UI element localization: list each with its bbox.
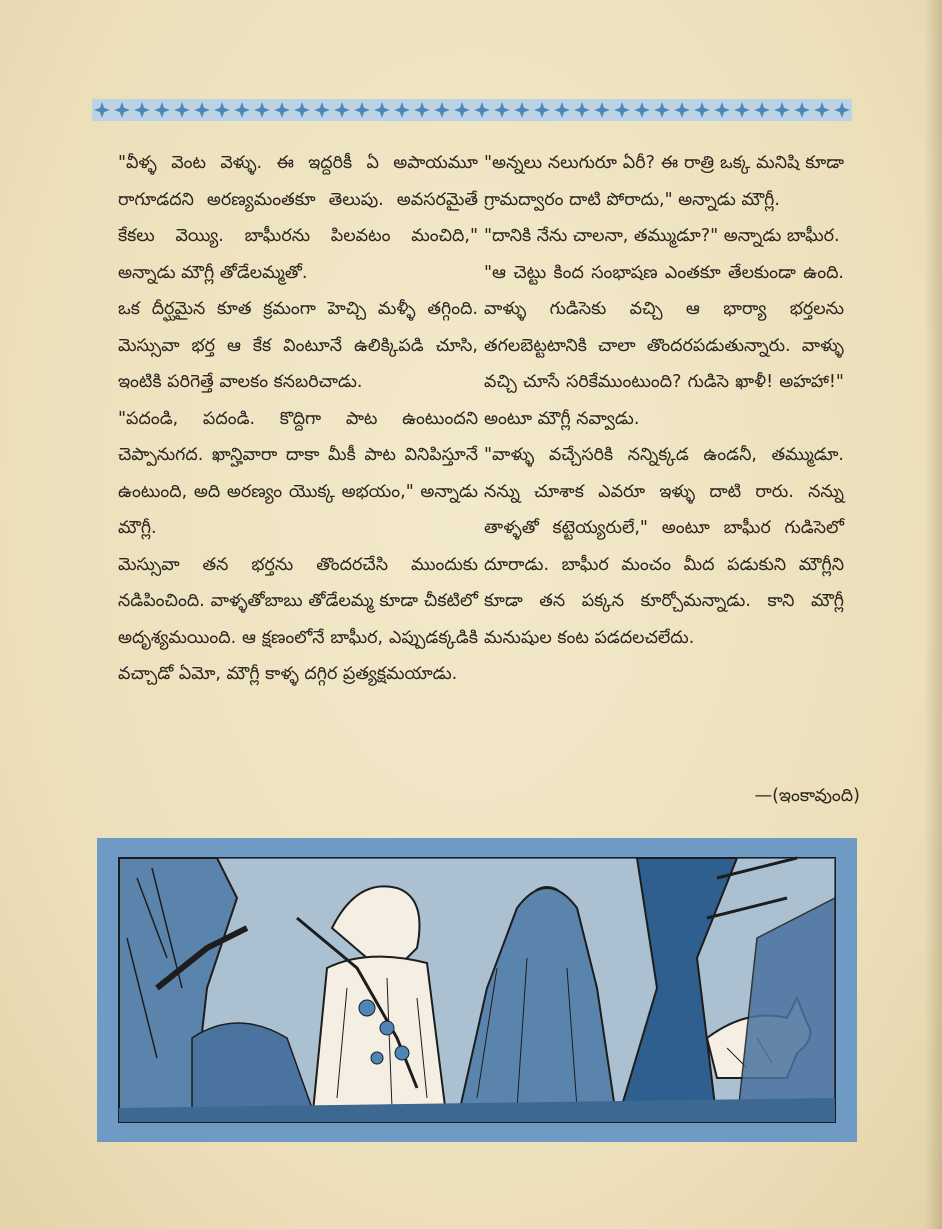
page-edge xyxy=(924,0,942,1229)
paragraph: "పదండి, పదండి. కొద్దిగా పాట ఉంటుందని చెప్పానుగద. ఖాన్హివారా దాకా మీకీ పాట వినిపిస్తూనే ఉంటుంది, అది అరణ్యం యొక్క అభయం," అన్నాడు మౌగ్లీ. xyxy=(118,408,478,538)
forest-scene-illustration xyxy=(97,838,857,1142)
paragraph: "ఆ చెట్టు కింద సంభాషణ ఎంతకూ తేలకుండా ఉంది. వాళ్ళు గుడిసెకు వచ్చి ఆ భార్యా భర్తలను తగలబెట్టటానికి చాలా తొందరపడుతున్నారు. వాళ్ళు వచ్చి చూసే సరికేముంటుంది? గుడిసె ఖాళీ! అహహా!" అంటూ మౌగ్లీ నవ్వాడు. xyxy=(484,262,844,429)
decorative-border xyxy=(92,97,852,123)
paragraph: "వాళ్ళు వచ్చేసరికి నన్నిక్కడ ఉండనీ, తమ్ముడూ. నన్ను చూశాక ఎవరూ ఇళ్ళు దాటి రారు. నన్ను తాళ్ళతో కట్టెయ్యరులే," అంటూ బాఘీర గుడిసెలో దూరాడు. బాఘీర మంచం మీద పడుకుని మౌగ్లీని కూడా తన పక్కన కూర్చోమన్నాడు. కాని మౌగ్లీ మనుషుల కంట పడదలచలేదు. xyxy=(484,445,844,648)
right-text-column xyxy=(484,145,844,656)
left-text-column xyxy=(118,145,478,693)
paragraph: మెస్సువా తన భర్తను తొందరచేసి ముందుకు నడిపించింది. వాళ్ళతోబాబు తోడేలమ్మ కూడా చీకటిలో అదృశ్యమయింది. ఆ క్షణంలోనే బాఘీర, ఎప్పుడక్కడికి వచ్చాడో ఏమో, మౌగ్లీ కాళ్ళ దగ్గిర ప్రత్యక్షమయాడు. xyxy=(118,554,478,684)
paragraph: "వీళ్ళ వెంట వెళ్ళు. ఈ ఇద్దరికీ ఏ అపాయమూ రాగూడదని అరణ్యమంతకూ తెలుపు. అవసరమైతే కేకలు వెయ్యి. బాఘీరను పిలవటం మంచిది," అన్నాడు మౌగ్లీ తోడేలమ్మతో. xyxy=(118,153,478,283)
continued-label: —(ఇంకావుంది) xyxy=(754,786,860,806)
paragraph: "అన్నలు నలుగురూ ఏరీ? ఈ రాత్రి ఒక్క మనిషి కూడా గ్రామద్వారం దాటి పోరాదు," అన్నాడు మౌగ్లీ. xyxy=(484,153,844,210)
paragraph: ఒక దీర్ఘమైన కూత క్రమంగా హెచ్చి మళ్ళీ తగ్గింది. మెస్సువా భర్త ఆ కేక వింటూనే ఉలిక్కిపడి చూసి, ఇంటికి పరిగెత్తే వాలకం కనబరిచాడు. xyxy=(118,299,478,392)
paragraph: "దానికి నేను చాలనా, తమ్ముడూ?" అన్నాడు బాఘీర. xyxy=(484,226,840,246)
